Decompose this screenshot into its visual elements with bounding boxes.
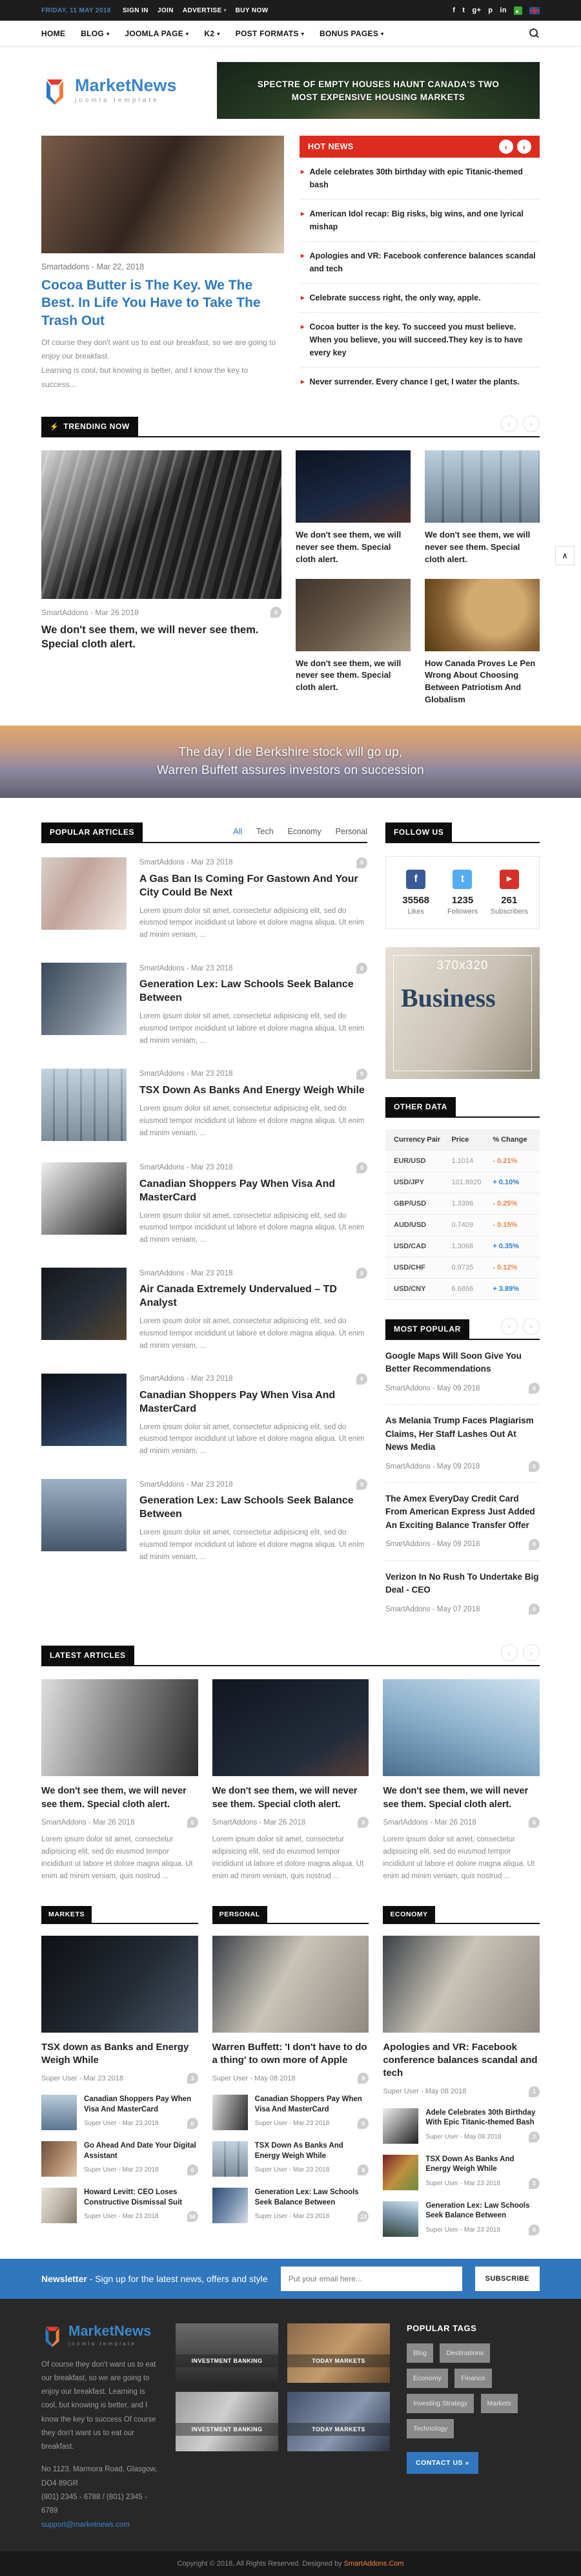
latest-article-card (383, 1679, 540, 1882)
comment-count-badge[interactable]: 0 (187, 2118, 198, 2129)
ad-size-label: 370x320 (436, 958, 489, 972)
youtube-icon (500, 870, 519, 889)
currency-row: USD/CNY 6.6866 + 3.89% (385, 1279, 540, 1300)
hot-news-item[interactable]: ▸ Apologies and VR: Facebook conference balances scandal and tech (300, 242, 540, 284)
article-row (41, 1374, 367, 1458)
trending-item-image[interactable] (296, 579, 411, 651)
brand-hexagon-icon (41, 76, 68, 105)
footer-gallery (176, 2323, 390, 2532)
category-item-thumbnail[interactable] (41, 2188, 77, 2223)
footer-street: No 1123, Marmora Road, Glasgow, DO4 89GR (41, 2466, 158, 2487)
category-column-personal (212, 1906, 369, 2237)
social-links (453, 6, 540, 15)
comment-count-badge[interactable]: 9 (358, 2073, 369, 2084)
article-excerpt: Lorem ipsum dolor sit amet, consectetur adipisicing elit, sed do eiusmod tempor incididunt ut labore et dolore magna aliqua. Ut enim ad minim veniam, ... (139, 1317, 365, 1350)
latest-article-title[interactable]: We don't see them, we will never see them. Special cloth alert. (41, 1786, 187, 1810)
trending-item (296, 450, 411, 566)
latest-prev-button[interactable] (501, 1644, 518, 1661)
twitter-icon (453, 870, 472, 889)
google-plus-icon[interactable] (472, 6, 481, 14)
most-popular-item-title[interactable]: As Melania Trump Faces Plagiarism Claims, Her Staff Lashes Out At News Media (385, 1416, 534, 1452)
article-meta: SmartAddons - Mar 23 2018 (139, 1375, 233, 1383)
site-header (0, 47, 581, 136)
comment-count-badge[interactable]: 6 (358, 2164, 369, 2175)
latest-article-title[interactable]: We don't see them, we will never see them. Special cloth alert. (383, 1786, 529, 1810)
article-row (41, 1479, 367, 1564)
latest-next-button[interactable] (523, 1644, 540, 1661)
brand-tagline: joomla template (75, 97, 159, 104)
nav-item-bonus-pages[interactable]: BONUS PAGES ▾ (320, 28, 384, 38)
ad-headline: Business (401, 983, 496, 1012)
category-item-thumbnail[interactable] (383, 2201, 418, 2237)
category-feature-image[interactable] (212, 1936, 369, 2033)
brand-hexagon-icon (41, 2323, 63, 2348)
contact-us-button[interactable]: CONTACT US » (407, 2452, 478, 2474)
comment-count-badge[interactable]: 0 (187, 1817, 198, 1828)
currency-table-header: Currency Pair Price % Change (385, 1129, 540, 1151)
hot-news-prev-button[interactable] (499, 140, 513, 154)
footer-brand-tagline: joomla template (68, 2340, 137, 2347)
trending-item-title[interactable]: We don't see them, we will never see them. Special cloth alert. (296, 530, 402, 564)
tag-finance[interactable]: Finance (454, 2369, 491, 2388)
chevron-down-icon: ▾ (223, 8, 227, 13)
current-date: FRIDAY, 11 MAY 2018 (41, 6, 111, 14)
chevron-down-icon: ▾ (107, 31, 110, 37)
site-logo[interactable] (41, 76, 177, 105)
category-feature-title[interactable]: Apologies and VR: Facebook conference balances scandal and tech (383, 2041, 538, 2079)
latest-article-meta: SmartAddons - Mar 26 2018 (41, 1818, 135, 1827)
tag-destinations[interactable]: Destinations (440, 2343, 490, 2363)
comment-count-badge[interactable]: 0 (356, 1479, 367, 1490)
article-title[interactable]: Air Canada Extremely Undervalued – TD Analyst (139, 1284, 337, 1309)
article-meta: SmartAddons - Mar 23 2018 (139, 1480, 233, 1489)
category-list-item: Generation Lex: Law Schools Seek Balance Between Super User - Mar 23 2018 0 (383, 2201, 540, 2237)
category-item-thumbnail[interactable] (41, 2095, 77, 2130)
quote-line-2: Warren Buffett assures investors on succession (156, 763, 425, 777)
category-feature-meta: Super User - Mar 23 2018 (41, 2074, 124, 2082)
currency-row: USD/CAD 1.3068 + 0.35% (385, 1236, 540, 1257)
category-item-title[interactable]: TSX Down As Banks And Energy Weigh While (425, 2155, 515, 2173)
follow-us-title: FOLLOW US (385, 822, 452, 842)
tag-technology[interactable]: Technology (407, 2419, 454, 2438)
category-item-thumbnail[interactable] (212, 2141, 248, 2177)
category-column-economy (383, 1906, 540, 2237)
category-item-title[interactable]: Go Ahead And Date Your Digital Assistant (84, 2142, 196, 2160)
article-excerpt: Lorem ipsum dolor sit amet, consectetur adipisicing elit, sed do eiusmod tempor incididunt ut labore et dolore magna aliqua. Ut enim ad minim veniam, ... (139, 1423, 365, 1456)
hot-news-item[interactable]: ▸ American Idol recap: Big risks, big wins, and one lyrical mishap (300, 200, 540, 242)
article-excerpt: Lorem ipsum dolor sit amet, consectetur adipisicing elit, sed do eiusmod tempor incididunt ut labore et dolore magna aliqua. Ut enim ad minim veniam, ... (139, 1104, 365, 1137)
footer-brand-name: MarketNews (68, 2323, 152, 2340)
trending-item-title[interactable]: We don't see them, we will never see them. Special cloth alert. (296, 658, 402, 693)
chevron-down-icon: ▾ (186, 31, 189, 37)
category-list-item: Canadian Shoppers Pay When Visa And MasterCard Super User - Mar 23 2018 0 (41, 2095, 198, 2130)
article-row (41, 1268, 367, 1352)
nav-item-post-formats[interactable]: POST FORMATS ▾ (235, 28, 305, 38)
category-list-item: Generation Lex: Law Schools Seek Balance Between Super User - Mar 23 2018 13 (212, 2188, 369, 2223)
currency-row: GBP/USD 1.3398 - 0.25% (385, 1193, 540, 1215)
most-popular-item (385, 1340, 540, 1405)
footer-gallery-label: INVESTMENT BANKING (176, 2423, 278, 2436)
trending-item-image[interactable] (425, 579, 540, 651)
article-title[interactable]: Canadian Shoppers Pay When Visa And MasterCard (139, 1389, 336, 1414)
article-title[interactable]: Canadian Shoppers Pay When Visa And MasterCard (139, 1178, 336, 1203)
comment-count-badge[interactable]: 0 (356, 1069, 367, 1080)
latest-article-card (212, 1679, 369, 1882)
latest-article-card (41, 1679, 198, 1882)
trending-section-title: ⚡ TRENDING NOW (41, 417, 138, 436)
most-popular-item-title[interactable]: Verizon In No Rush To Undertake Big Deal - CEO (385, 1571, 539, 1595)
chevron-down-icon: ▾ (381, 31, 384, 37)
article-excerpt: Lorem ipsum dolor sit amet, consectetur adipisicing elit, sed do eiusmod tempor incididunt ut labore et dolore magna aliqua. Ut enim ad minim veniam, ... (139, 1012, 365, 1045)
leaderboard-banner[interactable] (217, 62, 540, 119)
category-list-item: Adele Celebrates 30th Birthday With Epic Titanic-themed Bash Super User - May 08 2018 2 (383, 2108, 540, 2144)
category-item-title[interactable]: Generation Lex: Law Schools Seek Balance Between (425, 2201, 530, 2220)
latest-article-excerpt: Lorem ipsum dolor sit amet, consectetur adipisicing elit, sed do eiusmod tempor incididunt ut labore et dolore magna aliqua. Ut enim ad minim veniam, quis nostrud ... (383, 1836, 535, 1880)
nav-item-home[interactable]: HOME (41, 28, 66, 38)
comment-count-badge[interactable]: 0 (529, 1817, 540, 1828)
category-feature-image[interactable] (383, 1936, 540, 2033)
comment-count-badge[interactable]: 0 (356, 857, 367, 868)
article-thumbnail[interactable] (41, 1162, 127, 1235)
trending-prev-button[interactable] (501, 415, 518, 432)
trending-item-image[interactable] (425, 450, 540, 523)
category-item-thumbnail[interactable] (212, 2095, 248, 2130)
nav-item-k2[interactable]: K2 ▾ (204, 28, 220, 38)
article-thumbnail[interactable] (41, 1479, 127, 1551)
latest-article-image[interactable] (383, 1679, 540, 1776)
category-item-title[interactable]: Howard Levitt: CEO Loses Constructive Dismissal Suit (84, 2188, 183, 2206)
comment-count-badge[interactable]: 0 (356, 1162, 367, 1173)
category-list-item: Howard Levitt: CEO Loses Constructive Dismissal Suit Super User - Mar 23 2018 56 (41, 2188, 198, 2223)
category-item-title[interactable]: Generation Lex: Law Schools Seek Balance Between (254, 2188, 359, 2206)
tag-economy[interactable]: Economy (407, 2369, 448, 2388)
comment-count-badge[interactable]: 56 (187, 2211, 198, 2222)
trending-featured-meta: SmartAddons - Mar 26 2018 (41, 607, 139, 617)
article-row (41, 1069, 367, 1141)
trending-featured-title[interactable]: We don't see them, we will never see them. Special cloth alert. (41, 624, 259, 651)
most-popular-item-title[interactable]: The Amex EveryDay Credit Card From American Express Just Added An Exciting Balance Transfer Offer (385, 1494, 535, 1530)
nav-item-joomla-page[interactable]: JOOMLA PAGE ▾ (125, 28, 189, 38)
copyright-text: Copyright © 2018, All Rights Reserved. Designed by (177, 2559, 344, 2568)
popular-tags-title: POPULAR TAGS (407, 2323, 477, 2333)
category-item-title[interactable]: Canadian Shoppers Pay When Visa And MasterCard (84, 2095, 192, 2113)
linkedin-icon[interactable] (500, 6, 507, 14)
newsletter-email-input[interactable] (281, 2267, 462, 2291)
hot-news-title: HOT NEWS (308, 142, 354, 151)
comment-count-badge[interactable]: 0 (187, 2164, 198, 2175)
trending-section (41, 415, 540, 706)
facebook-icon (406, 870, 425, 889)
footer-phone: (801) 2345 - 6788 / (801) 2345 - 6789 (41, 2493, 147, 2515)
category-feature-meta: Super User - May 08 2018 (383, 2088, 467, 2096)
category-columns (0, 1906, 581, 2237)
category-list-item: TSX Down As Banks And Energy Weigh While Super User - Mar 23 2018 2 (383, 2155, 540, 2190)
category-list-item: Canadian Shoppers Pay When Visa And MasterCard Super User - Mar 23 2018 0 (212, 2095, 369, 2130)
currency-table (385, 1129, 540, 1300)
comment-count-badge[interactable]: 2 (529, 2178, 540, 2189)
chevron-down-icon: ▾ (301, 31, 305, 37)
category-feature-title[interactable]: TSX down as Banks and Energy Weigh While (41, 2041, 189, 2066)
footer-gallery-item[interactable] (176, 2323, 278, 2383)
facebook-count: 35568 (402, 894, 430, 906)
nav-item-blog[interactable]: BLOG ▾ (81, 28, 110, 38)
sidebar (385, 822, 540, 1626)
article-excerpt: Lorem ipsum dolor sit amet, consectetur adipisicing elit, sed do eiusmod tempor incididunt ut labore et dolore magna aliqua. Ut enim ad minim veniam, ... (139, 1529, 365, 1561)
rss-icon[interactable] (514, 6, 522, 15)
trending-next-button[interactable] (523, 415, 540, 432)
featured-section (0, 136, 581, 706)
latest-article-image[interactable] (212, 1679, 369, 1776)
trending-featured-item (41, 450, 281, 706)
article-excerpt: Lorem ipsum dolor sit amet, consectetur adipisicing elit, sed do eiusmod tempor incididunt ut labore et dolore magna aliqua. Ut enim ad minim veniam, ... (139, 906, 365, 939)
most-popular-title: MOST POPULAR (385, 1319, 469, 1339)
most-popular-next-button[interactable] (523, 1318, 540, 1335)
category-item-thumbnail[interactable] (383, 2108, 418, 2144)
latest-article-title[interactable]: We don't see them, we will never see them. Special cloth alert. (212, 1786, 358, 1810)
latest-article-image[interactable] (41, 1679, 198, 1776)
most-popular-item (385, 1561, 540, 1626)
brand-name: MarketNews (75, 76, 177, 95)
comment-count-badge[interactable]: 0 (529, 1539, 540, 1550)
category-item-title[interactable]: Canadian Shoppers Pay When Visa And MasterCard (254, 2095, 362, 2113)
footer-address (41, 2463, 159, 2531)
search-icon[interactable] (529, 28, 540, 39)
uk-flag-icon[interactable] (529, 7, 540, 14)
copyright-bar (0, 2551, 581, 2576)
newsletter-label: Newsletter - Sign up for the latest news, offers and style (41, 2273, 268, 2284)
comment-count-badge[interactable]: 0 (529, 1461, 540, 1472)
article-meta: SmartAddons - Mar 23 2018 (139, 1164, 233, 1172)
article-title[interactable]: A Gas Ban Is Coming For Gastown And Your City Could Be Next (139, 873, 358, 898)
banner-line-2: MOST EXPENSIVE HOUSING MARKETS (291, 92, 465, 102)
most-popular-item-meta: SmartAddons - May 09 2018 (385, 1462, 480, 1471)
tab-personal[interactable]: Personal (335, 826, 367, 836)
category-feature-image[interactable] (41, 1936, 198, 2033)
category-item-title[interactable]: TSX Down As Banks And Energy Weigh While (254, 2142, 343, 2160)
tag-blog[interactable]: Blog (407, 2343, 433, 2363)
comment-count-badge[interactable]: 0 (358, 1817, 369, 1828)
banner-line-1: SPECTRE OF EMPTY HOUSES HAUNT CANADA'S TWO (257, 79, 500, 89)
youtube-label: Subscribers (490, 907, 528, 916)
tab-all[interactable]: All (233, 826, 243, 836)
currency-row: USD/JPY 101.8920 + 0.10% (385, 1172, 540, 1193)
copyright-brand-link[interactable]: SmartAddons.Com (343, 2559, 404, 2568)
footer-gallery-label: TODAY MARKETS (287, 2354, 390, 2367)
hot-news-header (300, 136, 540, 158)
category-item-thumbnail[interactable] (41, 2141, 77, 2177)
trending-item (425, 450, 540, 566)
category-list-item: TSX Down As Banks And Energy Weigh While Super User - Mar 23 2018 6 (212, 2141, 369, 2177)
most-popular-item-meta: SmartAddons - May 09 2018 (385, 1540, 480, 1549)
comment-count-badge[interactable]: 2 (529, 2131, 540, 2142)
sidebar-ad-banner[interactable] (385, 947, 540, 1079)
article-row (41, 963, 367, 1047)
topbar (0, 0, 581, 21)
comment-count-badge[interactable]: 0 (358, 2118, 369, 2129)
footer-tags (407, 2323, 540, 2532)
article-title[interactable]: Generation Lex: Law Schools Seek Balance Between (139, 979, 354, 1004)
latest-article-meta: SmartAddons - Mar 26 2018 (212, 1818, 306, 1827)
comment-count-badge[interactable]: 3 (187, 2073, 198, 2084)
featured-article-meta: Smartaddons - Mar 22, 2018 (41, 262, 145, 271)
article-thumbnail[interactable] (41, 1268, 127, 1340)
tag-markets[interactable]: Markets (481, 2394, 518, 2413)
footer-about-text: Of course they don't want us to eat our breakfast, so we are going to enjoy our breakfast. Learning is cool, but knowing is better, and I know the key to success Of course they don't want us to eat our breakfast. (41, 2360, 156, 2451)
follow-us-widget (385, 856, 540, 929)
newsletter-bar (0, 2259, 581, 2299)
quote-banner (0, 726, 581, 798)
comment-count-badge[interactable]: 0 (529, 1604, 540, 1615)
footer-gallery-item[interactable] (287, 2323, 390, 2383)
facebook-stat[interactable] (392, 870, 439, 916)
join-link[interactable]: JOIN (157, 6, 174, 14)
latest-article-meta: SmartAddons - Mar 26 2018 (383, 1818, 476, 1827)
most-popular-item-title[interactable]: Google Maps Will Soon Give You Better Recommendations (385, 1350, 522, 1374)
comment-count-badge[interactable]: 0 (529, 1383, 540, 1394)
hot-news-item[interactable]: ▸ Celebrate success right, the only way, apple. (300, 284, 540, 313)
article-title[interactable]: Generation Lex: Law Schools Seek Balance Between (139, 1495, 354, 1520)
trending-item-image[interactable] (296, 450, 411, 523)
popular-articles-column (41, 822, 367, 1626)
currency-row: EUR/USD 1.1014 - 0.21% (385, 1151, 540, 1172)
footer-gallery-item[interactable] (176, 2392, 278, 2451)
footer-logo[interactable] (41, 2323, 159, 2348)
trending-item-title[interactable]: How Canada Proves Le Pen Wrong About Choosing Between Patriotism And Globalism (425, 658, 536, 705)
category-feature-title[interactable]: Warren Buffett: 'I don't have to do a thing' to own more of Apple (212, 2041, 367, 2066)
featured-article (41, 136, 284, 396)
most-popular-list (385, 1340, 540, 1626)
twitter-count: 1235 (451, 894, 474, 906)
article-excerpt: Lorem ipsum dolor sit amet, consectetur adipisicing elit, sed do eiusmod tempor incididunt ut labore et dolore magna aliqua. Ut enim ad minim veniam, ... (139, 1211, 365, 1244)
popular-articles-title: POPULAR ARTICLES (41, 822, 143, 842)
category-title: MARKETS (41, 1906, 92, 1923)
trending-featured-image[interactable] (41, 450, 281, 599)
most-popular-item-meta: SmartAddons - May 07 2018 (385, 1605, 480, 1613)
most-popular-item-meta: SmartAddons - May 09 2018 (385, 1384, 480, 1392)
facebook-label: Likes (407, 907, 424, 916)
article-row (41, 857, 367, 942)
footer-gallery-label: INVESTMENT BANKING (176, 2354, 278, 2367)
latest-articles-title: LATEST ARTICLES (41, 1646, 134, 1665)
comment-count-badge[interactable]: 0 (270, 607, 281, 618)
subscribe-button[interactable]: SUBSCRIBE (475, 2267, 540, 2291)
trending-item-title[interactable]: We don't see them, we will never see them. Special cloth alert. (425, 530, 531, 564)
advertise-link[interactable]: ADVERTISE ▾ (182, 6, 227, 14)
article-thumbnail[interactable] (41, 1374, 127, 1446)
most-popular-item (385, 1483, 540, 1561)
category-title: PERSONAL (212, 1906, 267, 1923)
category-list-item: Go Ahead And Date Your Digital Assistant Super User - Mar 23 2018 0 (41, 2141, 198, 2177)
footer-email[interactable]: support@marketnews.com (41, 2520, 130, 2529)
comment-count-badge[interactable]: 0 (356, 1374, 367, 1385)
article-meta: SmartAddons - Mar 23 2018 (139, 1070, 233, 1078)
article-meta: SmartAddons - Mar 23 2018 (139, 859, 233, 867)
chevron-down-icon: ▾ (217, 31, 220, 37)
article-thumbnail[interactable] (41, 857, 127, 930)
site-footer (0, 2299, 581, 2551)
comment-count-badge[interactable]: 13 (358, 2211, 369, 2222)
scroll-to-top-button[interactable] (555, 546, 575, 565)
comment-count-badge[interactable]: 0 (356, 1268, 367, 1279)
hot-news-item[interactable]: ▸ Never surrender. Every chance I get, I water the plants. (300, 368, 540, 396)
trending-item (296, 579, 411, 706)
article-thumbnail[interactable] (41, 1069, 127, 1141)
buy-now-link[interactable]: BUY NOW (235, 6, 269, 14)
hot-news-item[interactable]: ▸ Adele celebrates 30th birthday with epic Titanic-themed bash (300, 158, 540, 200)
category-item-thumbnail[interactable] (383, 2155, 418, 2190)
hot-news-widget (300, 136, 540, 396)
youtube-stat[interactable] (486, 870, 533, 916)
most-popular-item (385, 1405, 540, 1483)
quote-line-1: The day I die Berkshire stock will go up, (178, 745, 403, 759)
twitter-stat[interactable] (439, 870, 485, 916)
pinterest-icon[interactable] (488, 6, 493, 14)
latest-articles-section (0, 1644, 581, 1882)
category-title: ECONOMY (383, 1906, 434, 1923)
twitter-label: Followers (447, 907, 478, 916)
main-content (0, 822, 581, 1626)
article-meta: SmartAddons - Mar 23 2018 (139, 1269, 233, 1277)
tab-economy[interactable]: Economy (287, 826, 321, 836)
hot-news-item[interactable]: ▸ Cocoa butter is the key. To succeed you must believe. When you believe, you will succeed.They key is to have every key (300, 313, 540, 368)
footer-gallery-item[interactable] (287, 2392, 390, 2451)
tag-investing-strategy[interactable]: Investing Strategy (407, 2394, 474, 2413)
article-title[interactable]: TSX Down As Banks And Energy Weigh While (139, 1084, 365, 1096)
category-item-thumbnail[interactable] (212, 2188, 248, 2223)
comment-count-badge[interactable]: 1 (529, 2086, 540, 2097)
main-nav (0, 21, 581, 47)
twitter-icon[interactable] (462, 6, 465, 14)
currency-row: USD/CHF 0.9735 - 0.12% (385, 1257, 540, 1279)
article-row (41, 1162, 367, 1247)
latest-article-excerpt: Lorem ipsum dolor sit amet, consectetur adipisicing elit, sed do eiusmod tempor incididunt ut labore et dolore magna aliqua. Ut enim ad minim veniam, quis nostrud ... (41, 1836, 193, 1880)
currency-row: AUD/USD 0.7409 - 0.15% (385, 1215, 540, 1236)
footer-gallery-label: TODAY MARKETS (287, 2423, 390, 2436)
featured-article-body: Of course they don't want us to eat our breakfast, so we are going to enjoy our breakfast. Learning is cool, but knowing is better, and I know the key to success... (41, 337, 276, 389)
featured-article-image[interactable] (41, 136, 284, 253)
tab-tech[interactable]: Tech (256, 826, 274, 836)
hot-news-next-button[interactable] (517, 140, 531, 154)
footer-about (41, 2323, 159, 2532)
category-column-markets (41, 1906, 198, 2237)
trending-item (425, 579, 540, 706)
comment-count-badge[interactable]: 0 (529, 2225, 540, 2236)
youtube-count: 261 (501, 894, 518, 906)
article-thumbnail[interactable] (41, 963, 127, 1035)
latest-article-excerpt: Lorem ipsum dolor sit amet, consectetur adipisicing elit, sed do eiusmod tempor incididunt ut labore et dolore magna aliqua. Ut enim ad minim veniam, quis nostrud ... (212, 1836, 364, 1880)
featured-article-title[interactable]: Cocoa Butter is The Key. We The Best. In Life You Have to Take The Trash Out (41, 278, 261, 328)
article-meta: SmartAddons - Mar 23 2018 (139, 964, 233, 972)
category-feature-meta: Super User - May 08 2018 (212, 2074, 296, 2082)
comment-count-badge[interactable]: 0 (356, 963, 367, 974)
sign-in-link[interactable]: SIGN IN (122, 6, 148, 14)
most-popular-prev-button[interactable] (501, 1318, 518, 1335)
category-item-title[interactable]: Adele Celebrates 30th Birthday With Epic Titanic-themed Bash (425, 2108, 536, 2127)
other-data-title: OTHER DATA (385, 1097, 456, 1116)
facebook-icon[interactable] (453, 6, 455, 14)
